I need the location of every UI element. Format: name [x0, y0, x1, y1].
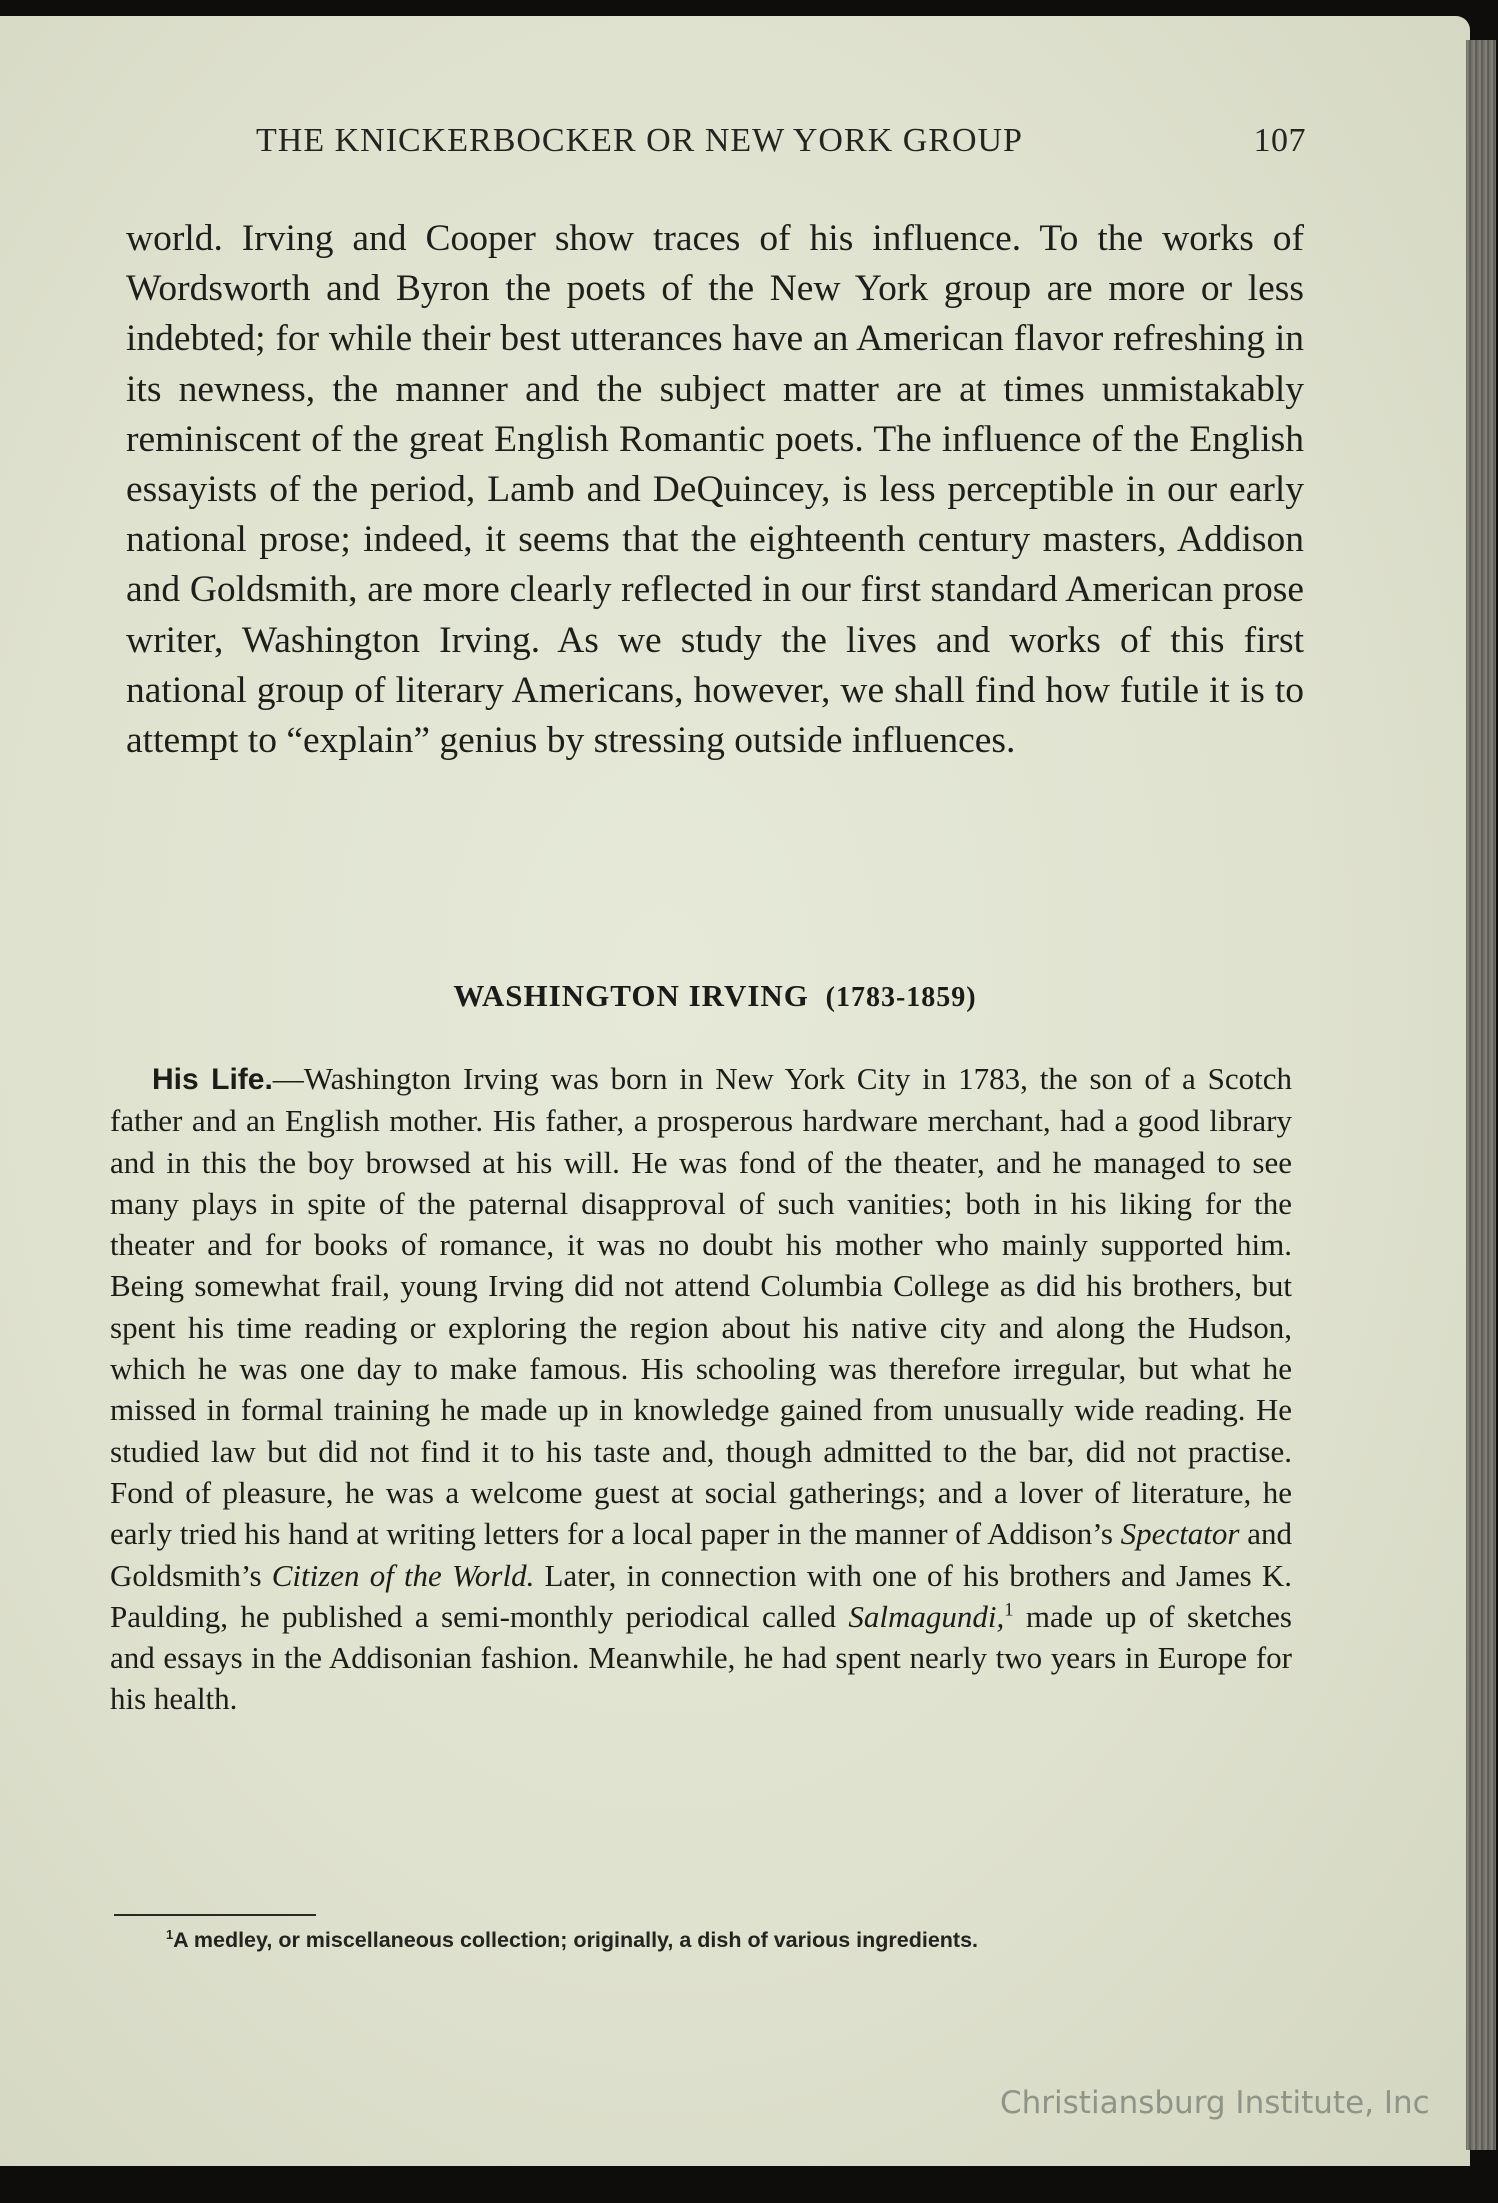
- footnote-text: A medley, or miscellaneous collection; originally, a dish of various ingredients.: [173, 1928, 979, 1952]
- intro-paragraph: world. Irving and Cooper show traces of his influence. To the works of Wordsworth and Byron the poets of the New York group are more or less indebted; for while their best utterances have an American flavor refreshing in its newness, the manner and the subject matter are at times unmistakably reminiscent of the great English Romantic poets. The influence of the English essayists of the period, Lamb and DeQuincey, is less perceptible in our early national prose; indeed, it seems that the eighteenth century masters, Addison and Goldsmith, are more clearly reflected in our first standard American prose writer, Washington Irving. As we study the lives and works of this first national group of literary Americans, however, we shall find how futile it is to attempt to “explain” genius by stressing outside influences.: [126, 218, 1304, 762]
- running-head-title: THE KNICKERBOCKER OR NEW YORK GROUP: [256, 122, 1023, 159]
- life-text-1: —Washington Irving was born in New York City in 1783, the son of a Scotch father and an English mother. His father, a prosperous hardware merchant, had a good library and in this the boy browsed at his will. He was fond of the theater, and he managed to see many plays in spite of the paternal disapproval of such vanities; both in his liking for the theater and for books of romance, it was no doubt his mother who mainly supported him. Being somewhat frail, young Irving did not attend Columbia College as did his brothers, but spent his time reading or exploring the region about his native city and along the Hudson, which he was one day to make famous. His schooling was therefore irregular, but what he missed in formal training he made up in knowledge gained from unusually wide reading. He studied law but did not find it to his taste and, though admitted to the bar, did not practise. Fond of pleasure, he was a welcome guest at social gatherings; and a lover of literature, he early tried his hand at writing letters for a local paper in the manner of Addison’s: [110, 1061, 1292, 1552]
- footnote-marker: 1: [166, 1926, 174, 1942]
- watermark: Christiansburg Institute, Inc: [1000, 2085, 1430, 2121]
- life-text-2: and Goldsmith’s: [110, 1516, 1292, 1593]
- running-head: [256, 122, 1306, 160]
- footnote-reference: 1: [1004, 1599, 1014, 1621]
- life-text-4: made up of sketches and essays in the Addisonian fashion. Meanwhile, he had spent nearly two years in Europe for his health.: [110, 1598, 1292, 1717]
- life-text-3: Later, in connection with one of his brothers and James K. Paulding, he published a semi-monthly periodical called: [110, 1557, 1292, 1634]
- life-lead: His Life.: [152, 1063, 273, 1096]
- page-stack-edge: [1466, 40, 1496, 2150]
- section-heading-title: WASHINGTON IRVING: [453, 978, 809, 1013]
- page-number: 107: [1253, 122, 1306, 159]
- life-paragraph: [110, 1058, 1292, 1720]
- spectator-title: Spectator: [1120, 1516, 1240, 1552]
- citizen-title: Citizen of the World.: [271, 1557, 535, 1593]
- footnote: [166, 1928, 978, 1953]
- section-heading: [126, 978, 1304, 1014]
- section-heading-years: (1783-1859): [825, 982, 977, 1013]
- salmagundi-title: Salmagundi,: [848, 1598, 1005, 1634]
- footnote-divider: [114, 1914, 316, 1916]
